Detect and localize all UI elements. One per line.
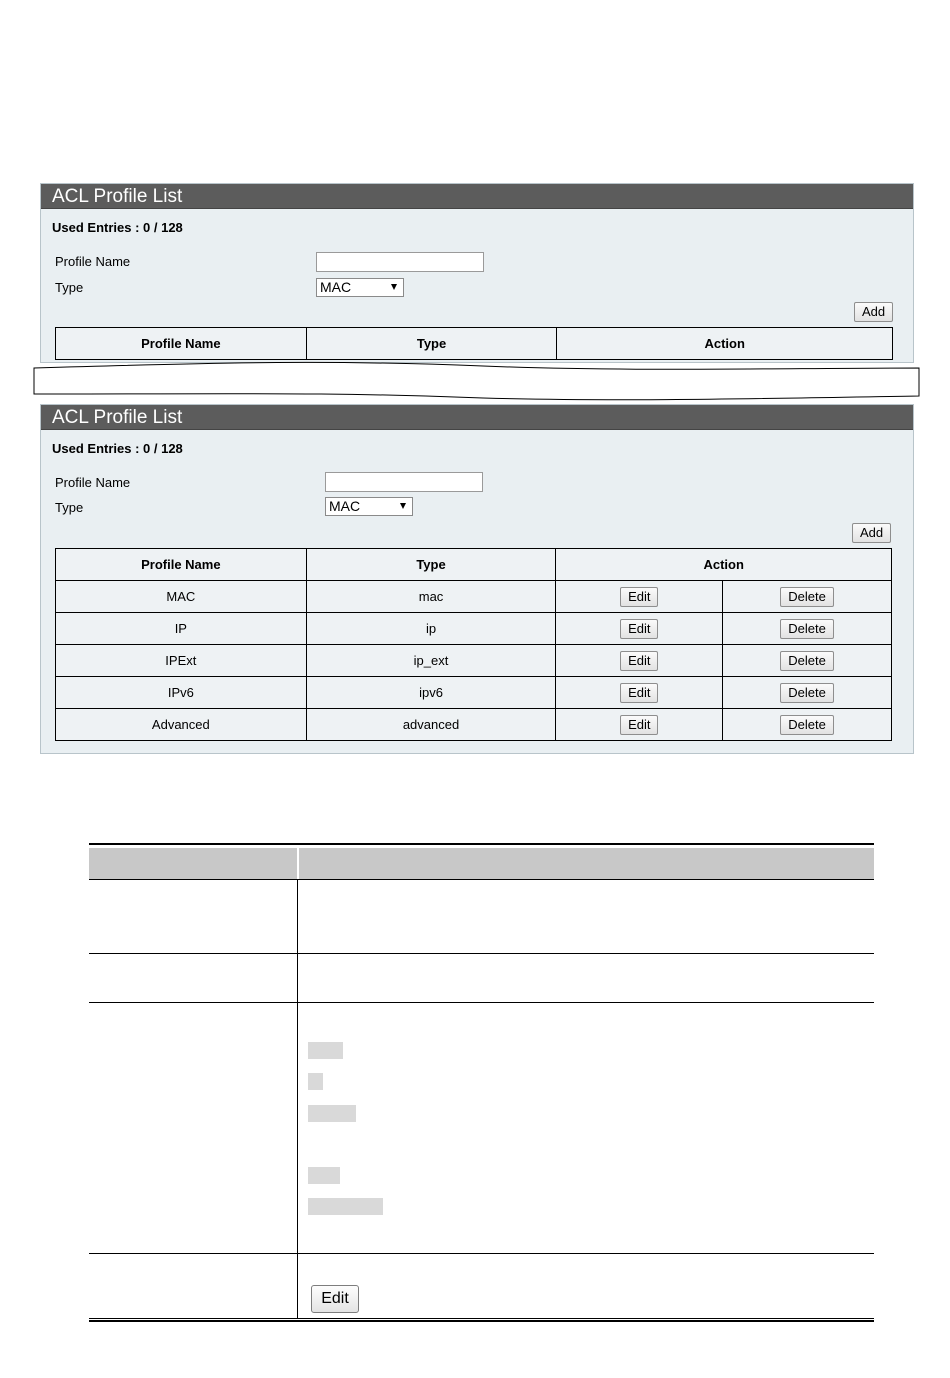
cell-profile-name: IPExt — [56, 645, 307, 677]
highlight-placeholder — [308, 1167, 340, 1184]
cell-edit — [556, 581, 723, 613]
col-action: Action — [557, 328, 893, 360]
cell-type: ip — [306, 613, 556, 645]
type-label: Type — [55, 280, 84, 295]
delete-button[interactable]: Delete — [780, 683, 834, 703]
cell-delete — [723, 709, 892, 741]
cell-profile-name: IPv6 — [56, 677, 307, 709]
page-break-divider — [33, 358, 921, 402]
highlight-placeholder — [308, 1073, 323, 1090]
cell-edit — [556, 645, 723, 677]
delete-button[interactable]: Delete — [780, 619, 834, 639]
used-entries: Used Entries : 0 / 128 — [52, 441, 183, 456]
dropdown-arrow-icon — [391, 284, 397, 290]
delete-button[interactable]: Delete — [780, 715, 834, 735]
delete-button[interactable]: Delete — [780, 587, 834, 607]
dropdown-arrow-icon — [400, 503, 406, 509]
edit-button[interactable]: Edit — [620, 683, 658, 703]
table-row — [56, 677, 892, 709]
highlight-placeholder — [308, 1198, 383, 1215]
edit-button[interactable]: Edit — [620, 587, 658, 607]
table-bottom-rule — [89, 1318, 874, 1319]
cell-type: advanced — [306, 709, 556, 741]
table-header-row — [56, 328, 893, 360]
acl-profile-panel-empty — [40, 183, 914, 363]
highlight-placeholder — [308, 1105, 356, 1122]
cell-delete — [723, 677, 892, 709]
edit-button[interactable]: Edit — [620, 651, 658, 671]
edit-button[interactable]: Edit — [620, 619, 658, 639]
acl-profile-panel-populated — [40, 404, 914, 754]
table-row — [56, 581, 892, 613]
col-action: Action — [556, 549, 892, 581]
cell-delete — [723, 581, 892, 613]
type-select-value: MAC — [329, 498, 361, 514]
highlight-placeholder — [308, 1042, 343, 1059]
edit-button[interactable]: Edit — [620, 715, 658, 735]
cell-type: mac — [306, 581, 556, 613]
row-divider — [89, 1002, 874, 1003]
table-row — [56, 709, 892, 741]
cell-edit — [556, 709, 723, 741]
row-divider — [89, 1253, 874, 1254]
used-entries: Used Entries : 0 / 128 — [52, 220, 183, 235]
type-select[interactable] — [316, 278, 404, 297]
row-divider — [89, 879, 874, 880]
acl-profile-table — [55, 327, 893, 360]
header-divider — [297, 848, 299, 879]
column-divider — [297, 879, 298, 1319]
table-row — [56, 645, 892, 677]
profile-name-input[interactable] — [316, 252, 484, 272]
table-top-rule — [89, 843, 874, 845]
type-select-value: MAC — [320, 279, 352, 295]
cell-type: ip_ext — [306, 645, 556, 677]
acl-profile-table — [55, 548, 892, 741]
delete-button[interactable]: Delete — [780, 651, 834, 671]
type-select[interactable] — [325, 497, 413, 516]
profile-name-input[interactable] — [325, 472, 483, 492]
profile-name-label: Profile Name — [55, 475, 131, 490]
col-profile-name: Profile Name — [56, 549, 307, 581]
cell-delete — [723, 613, 892, 645]
col-profile-name: Profile Name — [56, 328, 307, 360]
type-label: Type — [55, 500, 84, 515]
table-header-row — [56, 549, 892, 581]
cell-edit — [556, 613, 723, 645]
add-button[interactable]: Add — [854, 302, 893, 322]
cell-delete — [723, 645, 892, 677]
col-type: Type — [306, 328, 557, 360]
panel-title: ACL Profile List — [41, 184, 913, 209]
col-type: Type — [306, 549, 556, 581]
table-row — [56, 613, 892, 645]
add-button[interactable]: Add — [852, 523, 891, 543]
cell-profile-name: IP — [56, 613, 307, 645]
cell-type: ipv6 — [306, 677, 556, 709]
edit-button[interactable]: Edit — [311, 1285, 359, 1313]
panel-title: ACL Profile List — [41, 405, 913, 430]
table-bottom-rule — [89, 1320, 874, 1322]
cell-edit — [556, 677, 723, 709]
row-divider — [89, 953, 874, 954]
profile-name-label: Profile Name — [55, 254, 131, 269]
cell-profile-name: Advanced — [56, 709, 307, 741]
cell-profile-name: MAC — [56, 581, 307, 613]
description-header — [89, 848, 874, 879]
